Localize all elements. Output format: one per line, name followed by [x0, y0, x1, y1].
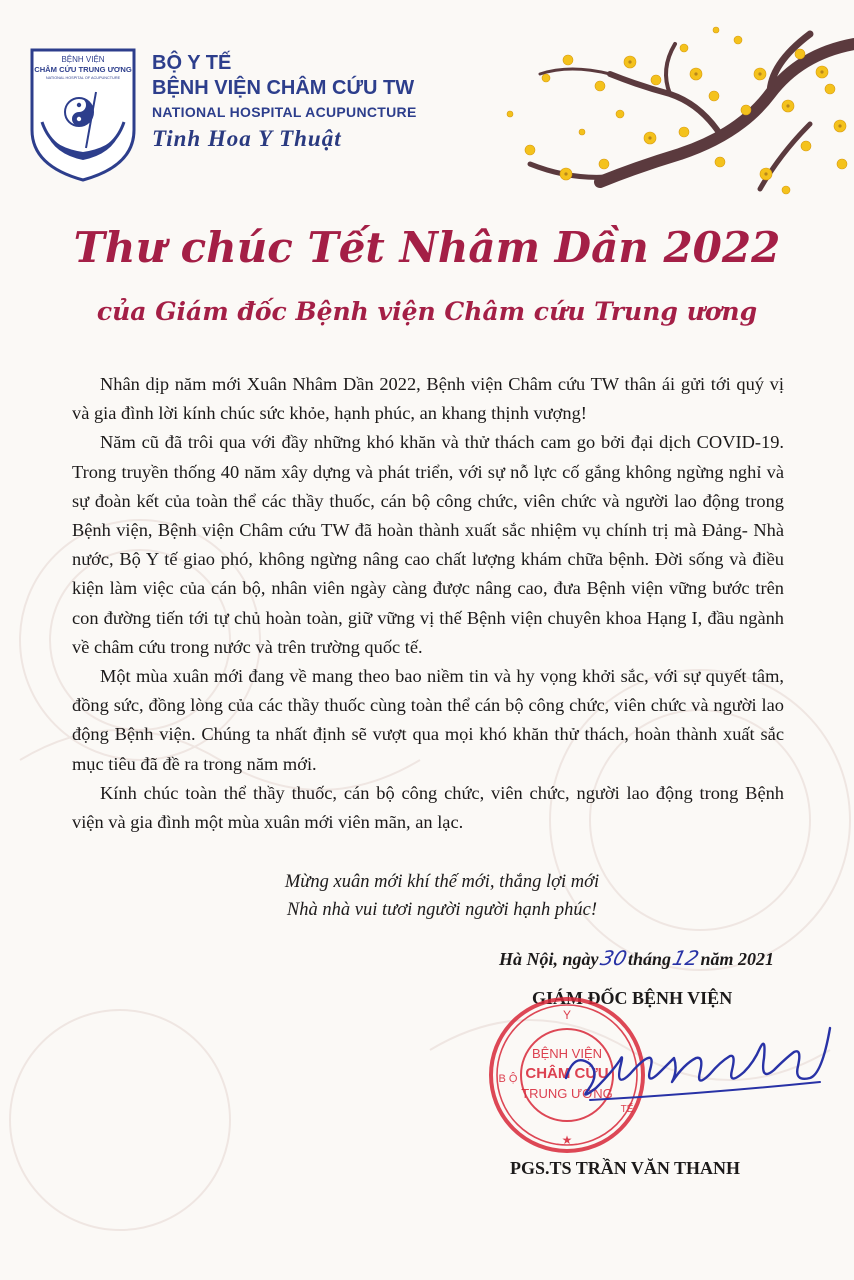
stamp-top-letter: Y: [562, 1008, 572, 1022]
organization-header: [152, 50, 417, 154]
couplet-line-1: Mừng xuân mới khí thế mới, thắng lợi mới: [284, 872, 600, 892]
hospital-name: BỆNH VIỆN CHÂM CỨU TW: [152, 77, 415, 99]
logo-line-2: CHÂM CỨU TRUNG ƯƠNG: [34, 65, 132, 74]
apricot-blossom-branch-illustration: [470, 14, 854, 204]
signer-title: GIÁM ĐỐC BỆNH VIỆN: [532, 988, 733, 1008]
body-paragraph-4: Kính chúc toàn thể thầy thuốc, cán bộ công chức, viên chức, người lao động trong Bệnh viện và gia đình một mùa xuân mới viên mãn, an lạc.: [72, 782, 784, 833]
body-paragraph-2: Năm cũ đã trôi qua với đầy những khó khăn và thử thách cam go bởi đại dịch COVID-19. Trong truyền thống 40 năm xây dựng và phát triển, với sự nỗ lực cố gắng không ngừng nghỉ và sự đoàn kết của toàn thể các thầy thuốc, cán bộ công chức, viên chức và người lao động trong Bệnh viện, Bệnh viện Châm cứu TW đã hoàn thành xuất sắc nhiệm vụ chính trị mà Đảng- Nhà nước, Bộ Y tế giao phó, không ngừng nâng cao chất lượng khám chữa bệnh. Đời sống và điều kiện làm việc của cán bộ, nhân viên ngày càng được nâng cao, đưa Bệnh viện vững bước trên con đường tiến tới tự chủ hoàn toàn, giữ vững vị thế Bệnh viện chuyên khoa Hạng I, đầu ngành về châm cứu trong nước và trên trường quốc tế.: [72, 432, 784, 657]
ministry-name: BỘ Y TẾ: [152, 52, 232, 74]
dateline-year: năm 2021: [700, 949, 774, 969]
dateline-month-label: tháng: [628, 949, 672, 969]
stamp-right-letter: TẾ: [620, 1104, 634, 1115]
stamp-line-2: CHÂM CỨU: [525, 1065, 609, 1082]
stamp-line-1: BỆNH VIỆN: [531, 1046, 603, 1061]
couplet-line-2: Nhà nhà vui tươi người người hạnh phúc!: [286, 900, 598, 920]
letter-title: Thư chúc Tết Nhâm Dần 2022: [73, 223, 781, 272]
hospital-motto: Tinh Hoa Y Thuật: [152, 126, 342, 151]
letter-body: [72, 370, 784, 837]
stamp-star: ★: [561, 1133, 573, 1147]
hospital-logo: [26, 44, 140, 184]
dateline: [499, 944, 774, 973]
handwritten-signature: [560, 1008, 832, 1108]
letter-subtitle: của Giám đốc Bệnh viện Châm cứu Trung ương: [96, 297, 758, 326]
dateline-prefix: Hà Nội, ngày: [499, 949, 599, 969]
signer-name: PGS.TS TRẦN VĂN THANH: [510, 1158, 741, 1178]
hospital-english-name: NATIONAL HOSPITAL ACUPUNCTURE: [152, 104, 417, 120]
body-paragraph-3: Một mùa xuân mới đang về mang theo bao niềm tin và hy vọng khởi sắc, với sự quyết tâm, đồng sức, đồng lòng của các thầy thuốc cùng toàn thể cán bộ công chức, viên chức và người lao động Bệnh viện. Chúng ta nhất định sẽ vượt qua mọi khó khăn thử thách, hoàn thành xuất sắc mục tiêu đã đề ra trong năm mới.: [72, 666, 784, 774]
dateline-month: 12: [670, 946, 702, 970]
dateline-day: 30: [597, 946, 629, 970]
logo-line-1: BỆNH VIỆN: [61, 55, 105, 64]
stamp-line-3: TRUNG ƯƠNG: [521, 1086, 613, 1101]
stamp-left-letters: B Ộ: [498, 1073, 518, 1085]
body-paragraph-1: Nhân dịp năm mới Xuân Nhâm Dần 2022, Bệnh viện Châm cứu TW thân ái gửi tới quý vị và gia đình lời kính chúc sức khỏe, hạnh phúc, an khang thịnh vượng!: [72, 374, 784, 424]
new-year-couplet: [0, 868, 854, 924]
logo-line-3: NATIONAL HOSPITAL OF ACUPUNCTURE: [45, 76, 121, 80]
